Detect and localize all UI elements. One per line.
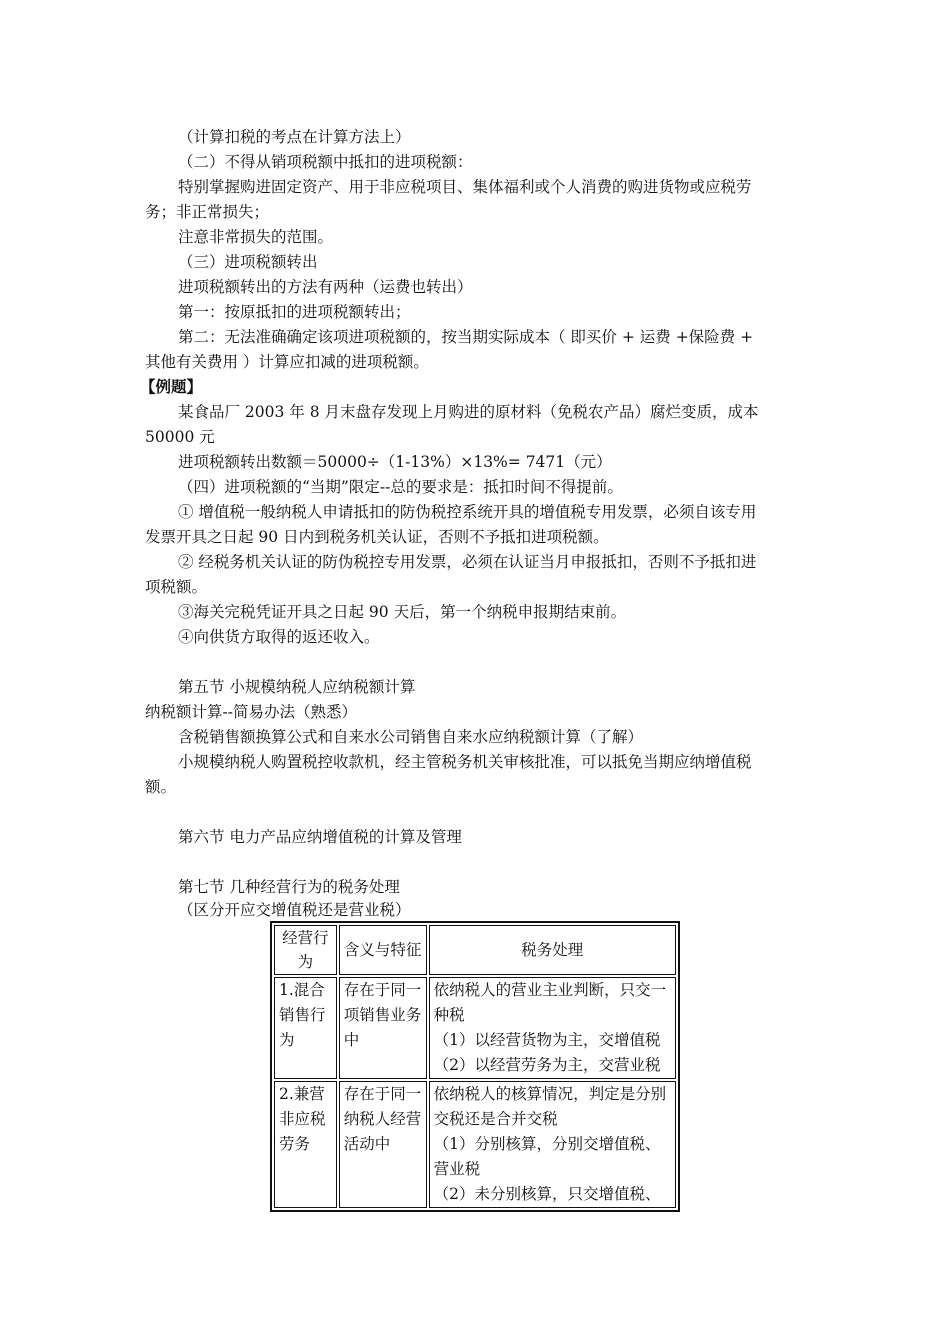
treatment-line: 依纳税人的核算情况，判定是分别交税还是合并交税 [433, 1085, 667, 1128]
cell-behavior: 1.混合销售行为 [274, 977, 337, 1079]
example-text-cont: 50000 元 [145, 428, 215, 446]
header-meaning: 含义与特征 [339, 925, 427, 975]
table-header-row [274, 925, 676, 975]
heading-input-tax-transfer: （三）进项税额转出 [178, 253, 318, 271]
paragraph-method-two-cont: 其他有关费用 ）计算应扣减的进项税额。 [145, 353, 429, 371]
paragraph-fixed-assets-cont: 务；非正常损失； [145, 203, 270, 221]
cell-meaning: 存在于同一纳税人经营活动中 [339, 1081, 427, 1208]
rule-four: ④向供货方取得的返还收入。 [178, 628, 380, 646]
section-five-cash-register: 小规模纳税人购置税控收款机，经主管税务机关审核批准，可以抵免当期应纳增值税 [178, 753, 752, 771]
rule-three: ③海关完税凭证开具之日起 90 天后，第一个纳税申报期结束前。 [178, 603, 627, 621]
paragraph-fixed-assets: 特别掌握购进固定资产、用于非应税项目、集体福利或个人消费的购进货物或应税劳 [178, 178, 752, 196]
treatment-line: （1）以经营货物为主，交增值税 [433, 1031, 661, 1049]
calc-note: （计算扣税的考点在计算方法上） [178, 128, 411, 146]
section-five-title: 第五节 小规模纳税人应纳税额计算 [178, 678, 416, 696]
section-five-formula: 含税销售额换算公式和自来水公司销售自来水应纳税额计算（了解） [178, 728, 644, 746]
rule-one: ① 增值税一般纳税人申请抵扣的防伪税控系统开具的增值税专用发票，必须自该专用 [178, 503, 757, 521]
cell-behavior: 2.兼营非应税劳务 [274, 1081, 337, 1208]
business-behavior-table [270, 921, 680, 1212]
section-seven-note: （区分开应交增值税还是营业税） [178, 901, 411, 919]
cell-meaning: 存在于同一项销售业务中 [339, 977, 427, 1079]
cell-treatment [429, 1081, 676, 1208]
section-six-title: 第六节 电力产品应纳增值税的计算及管理 [178, 828, 462, 846]
rule-one-cont: 发票开具之日起 90 日内到税务机关认证，否则不予抵扣进项税额。 [145, 528, 609, 546]
heading-current-period: （四）进项税额的“当期”限定--总的要求是：抵扣时间不得提前。 [178, 478, 623, 496]
rule-two: ② 经税务机关认证的防伪税控专用发票，必须在认证当月申报抵扣，否则不予抵扣进 [178, 553, 757, 571]
example-label: 【例题】 [140, 377, 203, 396]
treatment-line: （2）未分别核算，只交增值税、 [433, 1185, 661, 1203]
example-formula: 进项税额转出数额＝50000÷（1-13%）×13%= 7471（元） [178, 453, 612, 471]
table-row [274, 1081, 676, 1208]
heading-non-deductible: （二）不得从销项税额中抵扣的进项税额： [178, 153, 473, 171]
rule-two-cont: 项税额。 [145, 578, 208, 596]
table-row [274, 977, 676, 1079]
section-seven-title: 第七节 几种经营行为的税务处理 [178, 878, 400, 896]
section-five-simple-method: 纳税额计算--简易办法（熟悉） [145, 703, 357, 721]
treatment-line: （2）以经营劳务为主，交营业税 [433, 1056, 661, 1074]
paragraph-transfer-methods: 进项税额转出的方法有两种（运费也转出） [178, 278, 473, 296]
header-behavior: 经营行为 [274, 925, 337, 975]
paragraph-method-two: 第二：无法准确确定该项进项税额的，按当期实际成本（ 即买价 + 运费 +保险费 + [178, 328, 754, 346]
header-treatment: 税务处理 [429, 925, 676, 975]
paragraph-method-one: 第一：按原抵扣的进项税额转出； [178, 303, 411, 321]
paragraph-loss-scope: 注意非常损失的范围。 [178, 228, 334, 246]
section-five-cash-register-cont: 额。 [145, 778, 177, 796]
treatment-line: 依纳税人的营业主业判断，只交一种税 [433, 981, 667, 1024]
example-text: 某食品厂 2003 年 8 月末盘存发现上月购进的原材料（免税农产品）腐烂变质，成本 [178, 403, 759, 421]
treatment-line: （1）分别核算，分别交增值税、营业税 [433, 1135, 661, 1178]
cell-treatment [429, 977, 676, 1079]
